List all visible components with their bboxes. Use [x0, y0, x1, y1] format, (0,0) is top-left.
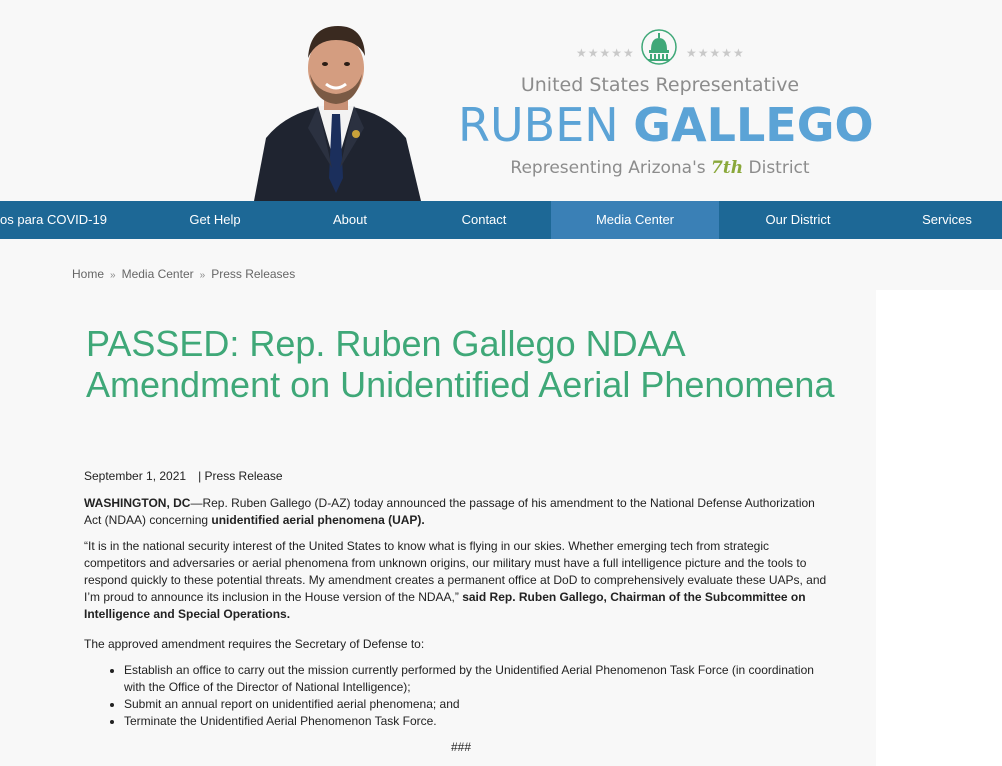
district-number: 7th [711, 158, 744, 178]
breadcrumb-media-center[interactable]: Media Center [121, 267, 194, 281]
article-date: September 1, 2021 [84, 469, 187, 483]
list-item: • Establish an office to carry out the mission currently performed by the Unidentified Aerial Phenomenon Task Force (in coordination with the Office of the Director of National Intelligence); [124, 662, 832, 696]
article-type: | Press Release [198, 469, 283, 483]
breadcrumb-separator: » [199, 270, 206, 281]
breadcrumb [72, 267, 295, 281]
name-last: GALLEGO [633, 98, 874, 152]
nav-item-get-help[interactable]: Get Help [189, 212, 241, 227]
nav-item-media-center[interactable]: Media Center [551, 201, 719, 239]
district-tagline [440, 158, 880, 178]
representative-name [458, 98, 874, 152]
representative-portrait [246, 18, 426, 201]
dateline: WASHINGTON, DC [84, 496, 191, 510]
paragraph-text: —Rep. Ruben Gallego (D-AZ) today announced the passage of his amendment to the National Defense Authorization Act (NDAA) concerning [84, 496, 815, 527]
site-logo[interactable] [440, 28, 880, 198]
bold-phrase: unidentified aerial phenomena (UAP). [211, 513, 425, 527]
requirements-list [84, 662, 832, 730]
page-title: PASSED: Rep. Ruben Gallego NDAA Amendment on Unidentified Aerial Phenomena [86, 323, 835, 405]
sidebar-panel [876, 290, 1002, 766]
breadcrumb-press-releases[interactable]: Press Releases [211, 267, 296, 281]
article-meta [84, 469, 283, 483]
logo-stars [576, 28, 746, 68]
name-first: RUBEN [458, 98, 619, 152]
main-nav [0, 201, 1002, 239]
breadcrumb-home[interactable]: Home [72, 267, 105, 281]
paragraph [84, 538, 832, 623]
paragraph: The approved amendment requires the Secretary of Defense to: [84, 637, 425, 651]
nav-item-contact[interactable]: Contact [461, 212, 507, 227]
article-body [84, 495, 832, 730]
tagline-prefix: Representing Arizona's [510, 158, 706, 178]
list-item: • Submit an annual report on unidentified aerial phenomena; and [124, 696, 832, 713]
nav-item-covid[interactable]: os para COVID-19 [0, 212, 107, 227]
star-icon: ★★★★★ [686, 46, 745, 60]
paragraph [84, 495, 832, 529]
nav-item-services[interactable]: Services [922, 212, 972, 227]
capitol-dome-icon [640, 28, 678, 66]
star-icon: ★★★★★ [576, 46, 635, 60]
nav-item-about[interactable]: About [333, 212, 367, 227]
attribution: said Rep. Ruben Gallego, Chairman of the Subcommittee on Intelligence and Special Operations. [84, 590, 806, 621]
tagline-suffix: District [748, 158, 810, 178]
quote-text: “It is in the national security interest of the United States to know what is flying in our skies. Whether emerging tech from strategic competitors and adversaries or aerial phenomena from unknown origins, our military must have a full intelligence picture and the tools to respond quickly to these potential threats. My amendment creates a permanent office at DoD to comprehensively evaluate these UAPs, and I’m proud to announce its inclusion in the House version of the NDAA,” [84, 539, 827, 604]
list-item: • Terminate the Unidentified Aerial Phenomenon Task Force. [124, 713, 832, 730]
breadcrumb-separator: » [110, 270, 116, 281]
representative-title: United States Representative [520, 74, 800, 96]
nav-item-our-district[interactable]: Our District [765, 212, 831, 227]
site-header [0, 0, 1002, 201]
end-mark: ### [450, 740, 472, 754]
